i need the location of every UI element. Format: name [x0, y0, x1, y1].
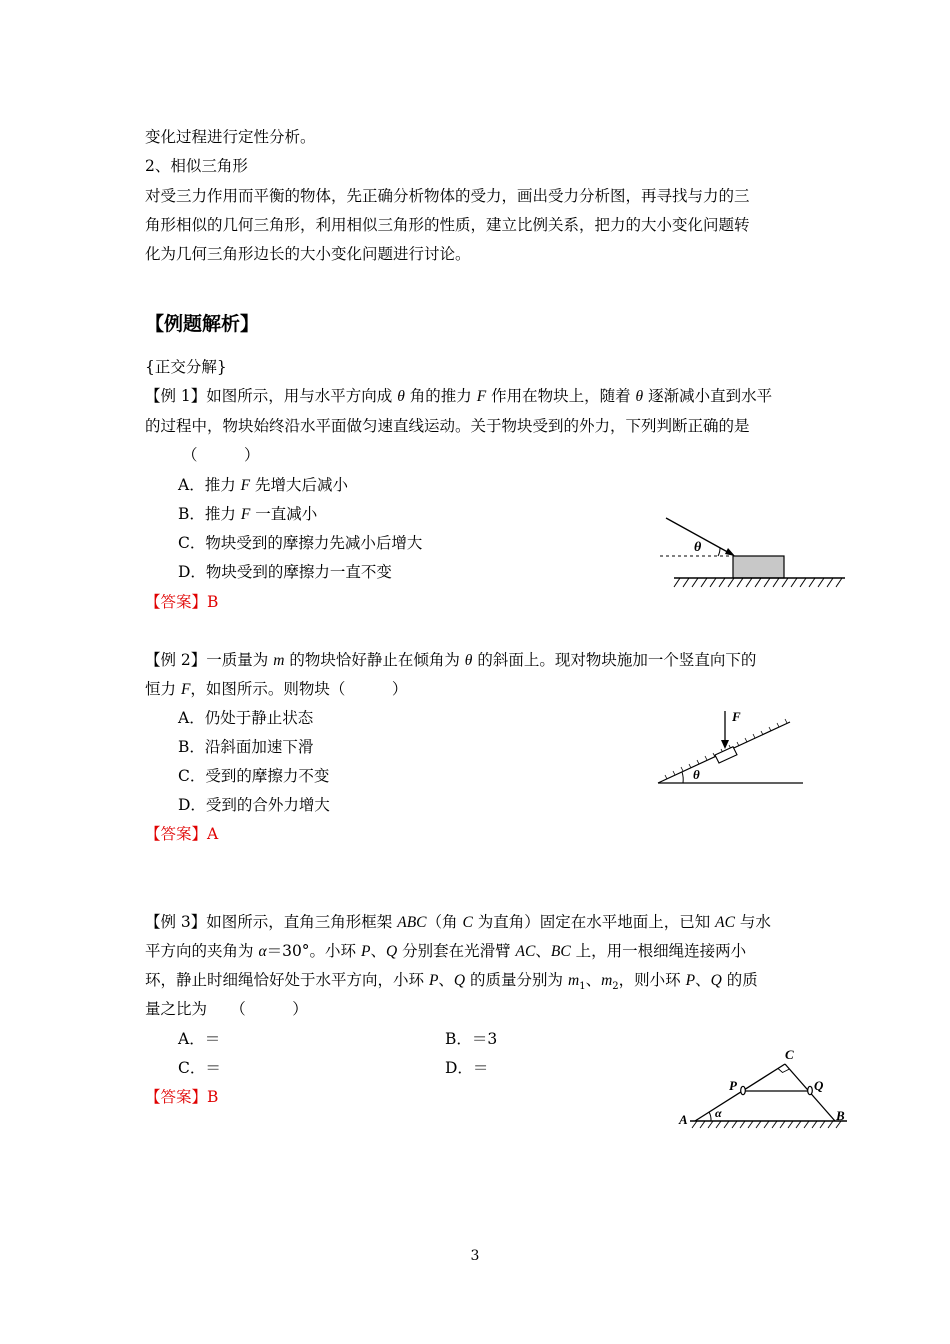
answer-value: B	[207, 1088, 219, 1106]
ex2-stem-line-1	[145, 650, 756, 671]
ex3-var-ABC: ABC	[397, 914, 427, 931]
answer-tag: 【答案】	[145, 593, 208, 611]
ex3-var-m1: m	[567, 972, 580, 989]
ex3-text: 的质量分别为	[465, 971, 568, 989]
ex2-block	[715, 747, 737, 763]
ex3-fig-alpha-label: α	[715, 1106, 722, 1120]
ex2-text: 的斜面上。现对物块施加一个竖直向下的	[472, 651, 757, 669]
ex3-ring-Q	[808, 1086, 813, 1094]
intro-line-3: 对受三力作用而平衡的物体，先正确分析物体的受力，画出受力分析图，再寻找与力的三	[145, 187, 750, 205]
ex3-text: 、	[585, 971, 602, 989]
ex3-var-m2: m	[601, 972, 613, 989]
ex3-ground-hatch	[692, 1121, 841, 1128]
page-number: 3	[470, 1248, 480, 1264]
ex3-text: ＝30°。小环	[266, 942, 361, 960]
ex3-text: 、	[370, 942, 386, 960]
ex3-fig-B-label: B	[836, 1108, 845, 1123]
ex2-force-arrowhead	[721, 740, 729, 749]
ex2-option-b: B．沿斜面加速下滑	[178, 738, 314, 756]
ex1-text: 逐渐减小直到水平	[643, 387, 773, 405]
ex3-ring-P	[741, 1086, 746, 1094]
ex1-stem-line-2: 的过程中，物块始终沿水平面做匀速直线运动。关于物块受到的外力，下列判断正确的是	[145, 417, 750, 435]
ex3-text: 、	[438, 971, 454, 989]
option-text: 先增大后减小	[250, 476, 349, 494]
ex3-stem-line-4: 量之比为 （ ）	[145, 1000, 308, 1018]
ex1-fig-theta-label: θ	[694, 540, 702, 555]
ex1-angle-arc	[718, 548, 720, 556]
option-var: F	[240, 506, 251, 523]
ex1-text: 作用在物块上，随着	[486, 387, 636, 405]
ex3-var-Q: Q	[385, 943, 398, 960]
option-text: A．推力	[178, 476, 241, 494]
ex3-fig-P-label: P	[729, 1078, 737, 1093]
ex3-text: 、	[695, 971, 711, 989]
option-var: F	[240, 477, 251, 494]
section-subtitle: {正交分解}	[145, 358, 227, 376]
ex3-stem-line-3	[145, 970, 758, 997]
ex3-var-P: P	[428, 972, 439, 989]
answer-value: B	[207, 593, 219, 611]
ex3-text: 为直角）固定在水平地面上，已知	[472, 913, 716, 931]
ex3-sub-1: 1	[579, 981, 586, 993]
ex3-text: 平方向的夹角为	[145, 942, 259, 960]
ex3-var-C: C	[462, 914, 473, 931]
ex1-option-d: D．物块受到的摩擦力一直不变	[178, 563, 392, 581]
section-heading-similar-triangles: 2、相似三角形	[145, 157, 248, 175]
ex3-tag: 【例 3】	[145, 913, 207, 931]
ex1-option-c: C．物块受到的摩擦力先减小后增大	[178, 534, 423, 552]
ex1-stem-line-1	[145, 386, 772, 407]
ex1-figure	[660, 510, 850, 595]
ex3-stem-line-2	[145, 941, 746, 962]
ex3-var-P: P	[360, 943, 371, 960]
section-title: 【例题解析】	[145, 313, 260, 335]
ex3-figure	[675, 1045, 855, 1135]
ex1-text: 如图所示，用与水平方向成	[206, 387, 398, 405]
ex3-arm-AC	[695, 1064, 785, 1121]
ex3-text: 上，用一根细绳连接两小	[570, 942, 747, 960]
ex2-fig-theta-label: θ	[693, 767, 700, 782]
intro-line-1: 变化过程进行定性分析。	[145, 128, 316, 146]
ex3-option-b: B．＝3	[445, 1030, 498, 1048]
ex3-option-a: A．＝	[178, 1030, 221, 1048]
ex2-stem-line-2	[145, 679, 407, 700]
ex3-sub-2: 2	[612, 981, 619, 993]
ex3-text: 的质	[721, 971, 758, 989]
ex2-var-m: m	[273, 652, 285, 669]
ex2-text: 恒力	[145, 680, 181, 698]
ex2-fig-F-label: F	[732, 709, 741, 724]
ex3-angle-arc	[709, 1112, 711, 1121]
ex3-var-alpha: α	[258, 943, 267, 960]
ex1-option-a	[178, 475, 348, 496]
ex3-answer	[145, 1087, 218, 1107]
option-text: B．推力	[178, 505, 241, 523]
option-text: 一直减小	[250, 505, 318, 523]
ex1-var-theta: θ	[635, 388, 644, 405]
ex2-option-d: D．受到的合外力增大	[178, 796, 330, 814]
ex3-option-c: C．＝	[178, 1059, 221, 1077]
ex1-text: 角的推力	[404, 387, 477, 405]
ex3-var-AC: AC	[515, 943, 536, 960]
ex3-var-AC: AC	[715, 914, 735, 931]
ex2-text: 的物块恰好静止在倾角为	[284, 651, 465, 669]
ex2-incline-hatch	[665, 719, 787, 779]
ex2-figure	[655, 705, 810, 790]
ex1-block	[733, 556, 784, 578]
ex1-var-F: F	[476, 388, 487, 405]
ex3-text: 、	[535, 942, 551, 960]
ex3-right-angle-mark	[778, 1069, 790, 1073]
ex3-var-Q: Q	[453, 972, 466, 989]
ex1-force-arrowhead	[725, 548, 735, 556]
intro-line-5: 化为几何三角形边长的大小变化问题进行讨论。	[145, 245, 471, 263]
ex2-option-c: C．受到的摩擦力不变	[178, 767, 330, 785]
answer-tag: 【答案】	[145, 825, 208, 843]
ex1-tag: 【例 1】	[145, 387, 207, 405]
answer-tag: 【答案】	[145, 1088, 208, 1106]
ex3-text: 与水	[734, 913, 771, 931]
ex1-answer	[145, 592, 218, 612]
ex3-fig-C-label: C	[785, 1047, 794, 1062]
ex3-option-d: D．＝	[445, 1059, 489, 1077]
intro-line-4: 角形相似的几何三角形，利用相似三角形的性质，建立比例关系，把力的大小变化问题转	[145, 216, 750, 234]
ex3-stem-line-1	[145, 912, 771, 933]
ex2-answer	[145, 824, 218, 844]
ex3-text: （角	[426, 913, 463, 931]
ex2-option-a: A．仍处于静止状态	[178, 709, 314, 727]
ex2-var-theta: θ	[464, 652, 473, 669]
ex3-text: ，则小环	[618, 971, 686, 989]
ex3-text: 如图所示，直角三角形框架	[206, 913, 398, 931]
ex2-text: 一质量为	[206, 651, 274, 669]
ex2-var-F: F	[180, 681, 191, 698]
ex2-angle-arc	[682, 772, 683, 783]
ex1-ground-hatch	[674, 578, 842, 587]
ex1-answer-blank: （ ）	[182, 446, 260, 464]
answer-value: A	[207, 825, 219, 843]
ex2-text: ，如图所示。则物块（ ）	[190, 680, 408, 698]
ex3-var-P: P	[685, 972, 696, 989]
ex1-option-b	[178, 504, 317, 525]
ex2-tag: 【例 2】	[145, 651, 207, 669]
ex1-var-theta: θ	[397, 388, 405, 405]
ex3-text: 分别套在光滑臂	[397, 942, 516, 960]
ex3-text: 环，静止时细绳恰好处于水平方向，小环	[145, 971, 429, 989]
ex3-fig-A-label: A	[679, 1112, 688, 1127]
ex3-var-Q: Q	[710, 972, 722, 989]
ex3-var-BC: BC	[550, 943, 571, 960]
ex3-fig-Q-label: Q	[814, 1078, 824, 1093]
